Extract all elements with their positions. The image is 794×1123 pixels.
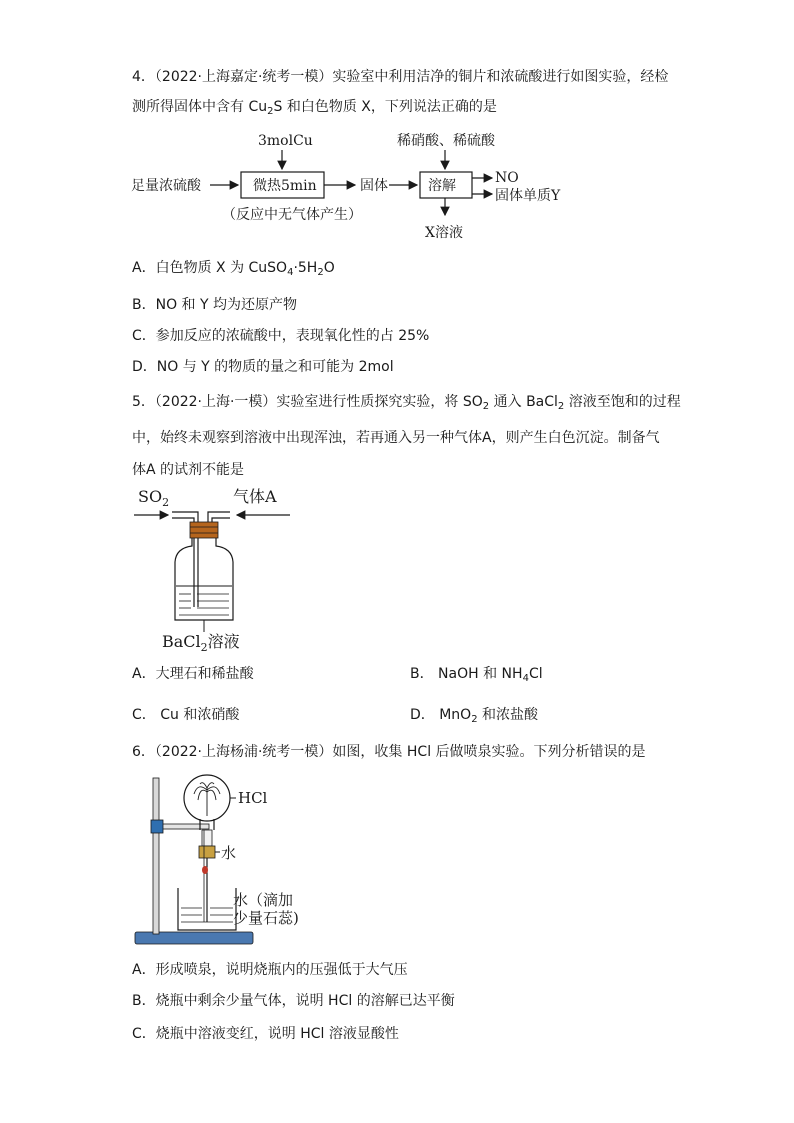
- q4-stem-line2: 测所得固体中含有 $Cu_2S$ 和白色物质 X，下列说法正确的是: [132, 99, 497, 117]
- flow-out-x: X溶液: [425, 225, 463, 241]
- flow-out-no: NO: [495, 170, 519, 186]
- flow-out-y: 固体单质Y: [495, 188, 561, 204]
- fountain-spray: [194, 783, 220, 816]
- q4-option-a[interactable]: A．白色物质 X 为 $CuSO_4\cdot 5H_2O$: [132, 260, 335, 278]
- flow-box-dissolve-label: 溶解: [428, 178, 456, 194]
- q6-stem-line1: 6．（2022·上海杨浦·统考一模）如图，收集 HCl 后做喷泉实验。下列分析错误的是: [132, 744, 646, 760]
- q6-fountain-diagram: [130, 770, 320, 948]
- q6-option-b[interactable]: B．烧瓶中剩余少量气体，说明 HCl 的溶解已达平衡: [132, 993, 455, 1009]
- bacl2-label: BaCl$_2$溶液: [162, 632, 240, 654]
- flow-note: （反应中无气体产生）: [222, 207, 362, 223]
- solution-hatching: [179, 594, 229, 615]
- q5-stem-line2: 中，始终未观察到溶液中出现浑浊，若再通入另一种气体A，则产生白色沉淀。制备气: [132, 430, 660, 446]
- q4-option-d[interactable]: D．NO 与 Y 的物质的量之和可能为 2mol: [132, 359, 394, 375]
- clamp-boss: [151, 820, 163, 833]
- q5-stem-line1: 5．（2022·上海·一模）实验室进行性质探究实验，将 $SO_2$ 通入 BaCl$_2$ 溶液至饱和的过程: [132, 394, 681, 412]
- q5-option-c[interactable]: C． Cu 和浓硝酸: [132, 707, 240, 723]
- gas-a-label: 气体A: [233, 487, 277, 506]
- beaker-label-2: 少量石蕊): [233, 909, 299, 927]
- q4-option-b[interactable]: B．NO 和 Y 均为还原产物: [132, 297, 297, 313]
- q5-option-d[interactable]: D． MnO$_2$ 和浓盐酸: [410, 707, 539, 725]
- q6-option-c[interactable]: C．烧瓶中溶液变红，说明 HCl 溶液显酸性: [132, 1026, 399, 1042]
- flow-box-heat-label: 微热5min: [253, 178, 317, 194]
- q5-option-b[interactable]: B． NaOH 和 $NH_4Cl$: [410, 666, 543, 684]
- beaker-label-1: 水（滴加: [233, 891, 294, 909]
- q5-gas-bottle-diagram: [130, 482, 300, 657]
- q5-stem-line3: 体A 的试剂不能是: [132, 462, 245, 478]
- q4-option-c[interactable]: C．参加反应的浓硫酸中，表现氧化性的占 25%: [132, 328, 430, 344]
- q4-stem-line1: 4．（2022·上海嘉定·统考一模）实验室中利用洁净的铜片和浓硫酸进行如图实验，经检: [132, 69, 669, 85]
- q5-option-a[interactable]: A．大理石和稀盐酸: [132, 666, 254, 682]
- hcl-label: HCl: [238, 789, 268, 807]
- flow-reactant-top: 3molCu: [258, 133, 313, 149]
- q6-option-a[interactable]: A．形成喷泉，说明烧瓶内的压强低于大气压: [132, 962, 408, 978]
- water-droplet: [202, 866, 208, 874]
- q4-flow-diagram: [125, 125, 595, 245]
- stand-rod: [153, 778, 159, 934]
- flow-reactant-left: 足量浓硫酸: [131, 178, 201, 194]
- so2-label: $SO_2$: [138, 487, 170, 509]
- bottle-stopper: [190, 522, 218, 538]
- flow-solid: 固体: [360, 178, 388, 194]
- clamp-arm: [159, 824, 209, 829]
- flow-reagents-top: 稀硝酸、稀硫酸: [397, 133, 495, 149]
- dropper-bulb: [199, 846, 215, 858]
- water-label: 水: [221, 844, 237, 862]
